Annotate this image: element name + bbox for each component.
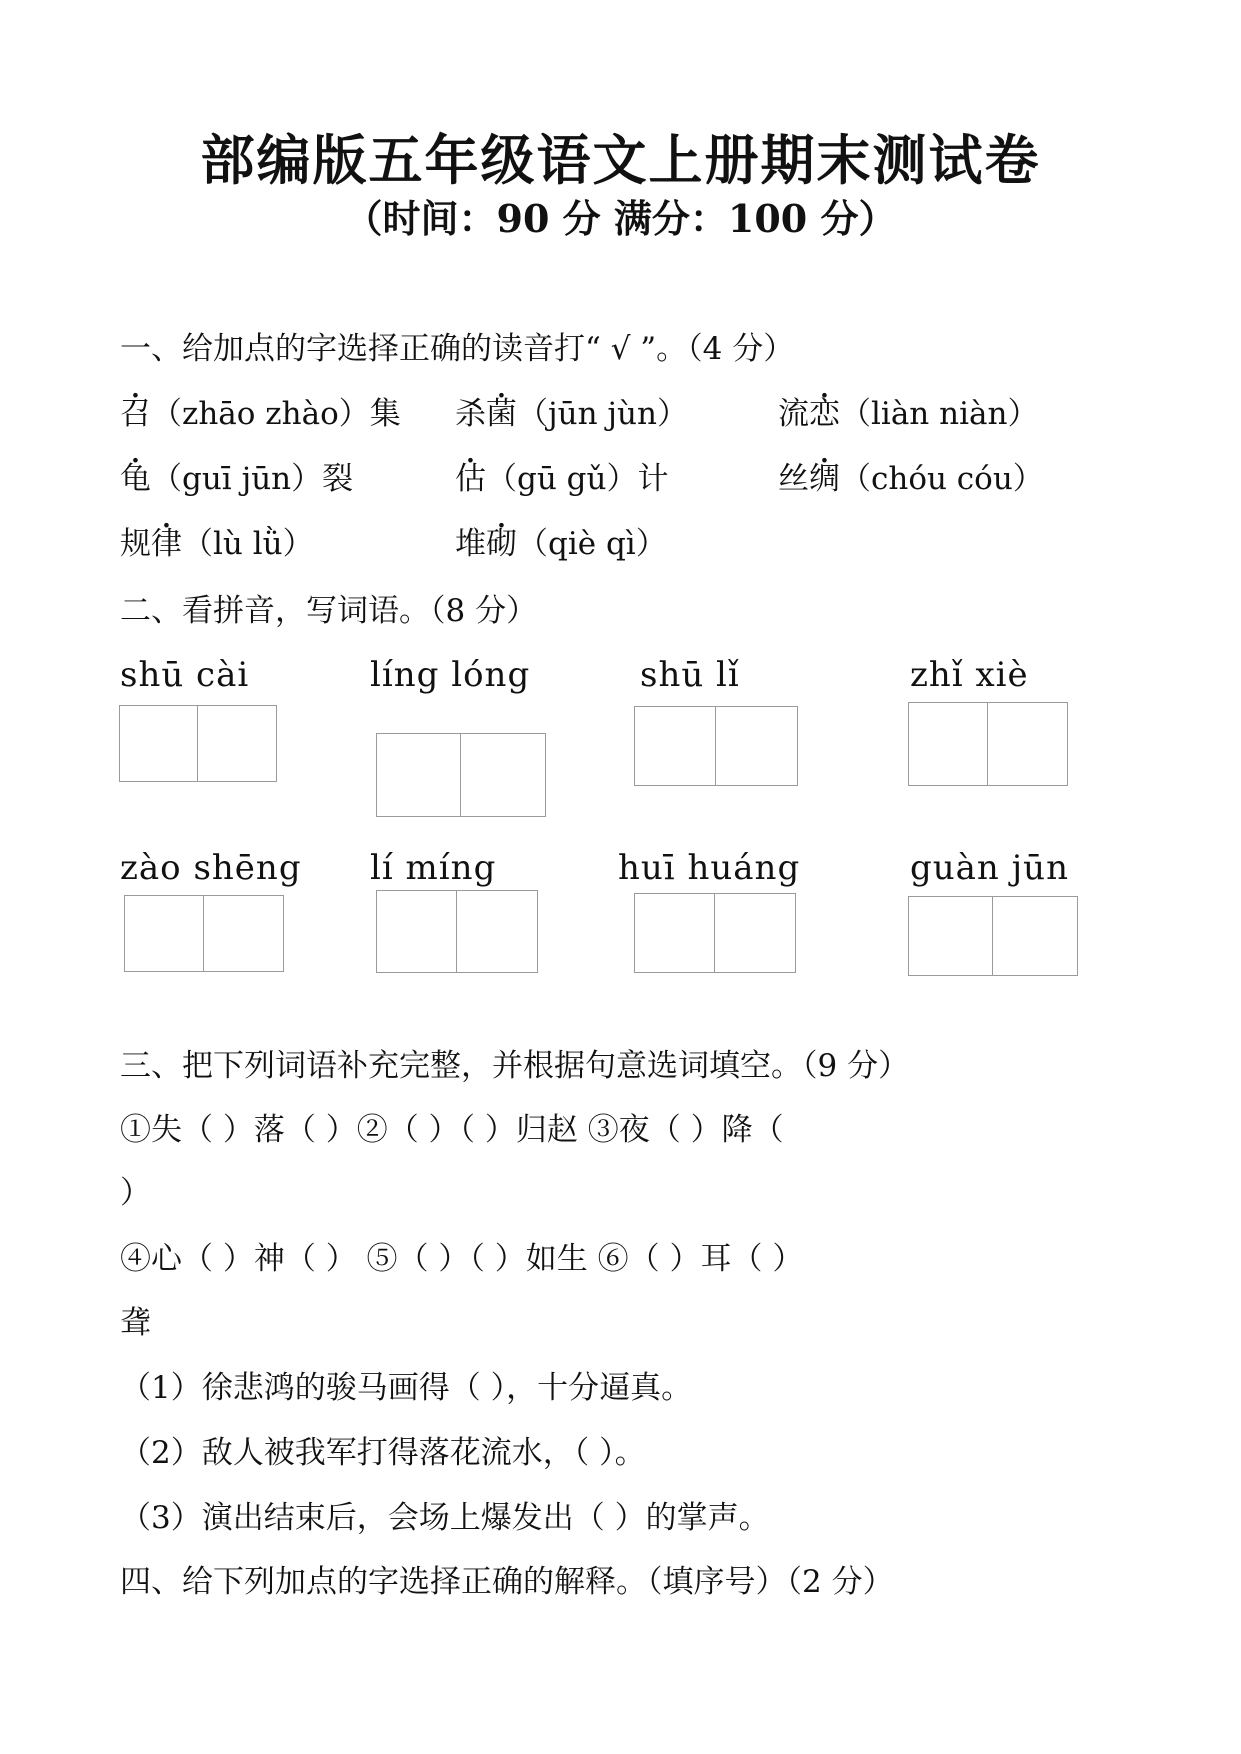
section3-question: 三、把下列词语补充完整，并根据句意选词填空。（9 分） <box>120 1048 910 1084</box>
section1-question: 一、给加点的字选择正确的读音打“ √ ”。（4 分） <box>120 331 795 367</box>
writing-box[interactable] <box>634 893 715 973</box>
writing-box[interactable] <box>993 896 1078 976</box>
idiom-line-wrap: ） <box>120 1175 151 1211</box>
idiom-line-wrap: 聋 <box>120 1305 151 1341</box>
writing-box[interactable] <box>634 706 716 786</box>
writing-boxes[interactable] <box>634 706 798 786</box>
pinyin-label: huī huáng <box>618 848 801 888</box>
dotted-char: 估 <box>455 461 486 497</box>
writing-box[interactable] <box>908 896 993 976</box>
writing-box[interactable] <box>376 890 457 973</box>
pinyin-label: shū lǐ <box>640 655 740 695</box>
fill-sentence: （3）演出结束后，会场上爆发出（ ）的掌声。 <box>120 1500 770 1536</box>
idiom-line: ④心（ ）神（ ） ⑤（ ）（ ）如生 ⑥（ ）耳（ ） <box>120 1241 804 1277</box>
writing-boxes[interactable] <box>119 705 277 782</box>
writing-box[interactable] <box>119 705 198 782</box>
fill-sentence: （1）徐悲鸿的骏马画得（ ），十分逼真。 <box>120 1370 693 1406</box>
fill-sentence: （2）敌人被我军打得落花流水，（ ）。 <box>120 1435 646 1471</box>
idiom-line: ①失（ ）落（ ）②（ ）（ ）归赵 ③夜（ ）降（ <box>120 1112 784 1148</box>
writing-boxes[interactable] <box>634 893 796 973</box>
pinyin-choice-item: 龟（guī jūn）裂 <box>120 461 354 497</box>
pinyin-choice-item: 流恋（liàn niàn） <box>778 396 1039 432</box>
pinyin-label: shū cài <box>120 655 250 695</box>
dotted-char: 恋 <box>809 396 840 432</box>
writing-boxes[interactable] <box>908 896 1078 976</box>
section2-question: 二、看拼音，写词语。（8 分） <box>120 593 538 629</box>
pinyin-choice-item: 堆砌（qiè qì） <box>455 526 667 562</box>
page-subtitle: （时间：90 分 满分：100 分） <box>344 196 897 241</box>
writing-boxes[interactable] <box>376 733 546 817</box>
section4-question: 四、给下列加点的字选择正确的解释。（填序号）（2 分） <box>120 1564 894 1600</box>
writing-boxes[interactable] <box>124 895 284 972</box>
dotted-char: 菌 <box>486 396 517 432</box>
writing-box[interactable] <box>715 893 796 973</box>
pinyin-label: guàn jūn <box>910 848 1069 888</box>
writing-box[interactable] <box>908 702 988 786</box>
writing-box[interactable] <box>204 895 284 972</box>
writing-box[interactable] <box>457 890 538 973</box>
pinyin-choice-item: 规律（lù lǜ） <box>120 526 314 562</box>
pinyin-choice-item: 召（zhāo zhào）集 <box>120 396 401 432</box>
dotted-char: 龟 <box>120 461 151 497</box>
dotted-char: 律 <box>151 526 182 562</box>
writing-box[interactable] <box>198 705 277 782</box>
pinyin-choice-item: 丝绸（chóu cóu） <box>778 461 1044 497</box>
page-title: 部编版五年级语文上册期末测试卷 <box>200 128 1041 192</box>
dotted-char: 绸 <box>809 461 840 497</box>
writing-boxes[interactable] <box>908 702 1068 786</box>
pinyin-label: lí míng <box>370 848 497 888</box>
dotted-char: 砌 <box>486 526 517 562</box>
pinyin-label: zhǐ xiè <box>910 655 1029 695</box>
pinyin-choice-item: 估（gū gǔ）计 <box>455 461 669 497</box>
writing-box[interactable] <box>461 733 546 817</box>
dotted-char: 召 <box>120 396 151 432</box>
pinyin-label: zào shēng <box>120 848 302 888</box>
writing-boxes[interactable] <box>376 890 538 973</box>
writing-box[interactable] <box>124 895 204 972</box>
pinyin-choice-item: 杀菌（jūn jùn） <box>455 396 688 432</box>
writing-box[interactable] <box>988 702 1068 786</box>
pinyin-label: líng lóng <box>370 655 531 695</box>
writing-box[interactable] <box>716 706 798 786</box>
writing-box[interactable] <box>376 733 461 817</box>
